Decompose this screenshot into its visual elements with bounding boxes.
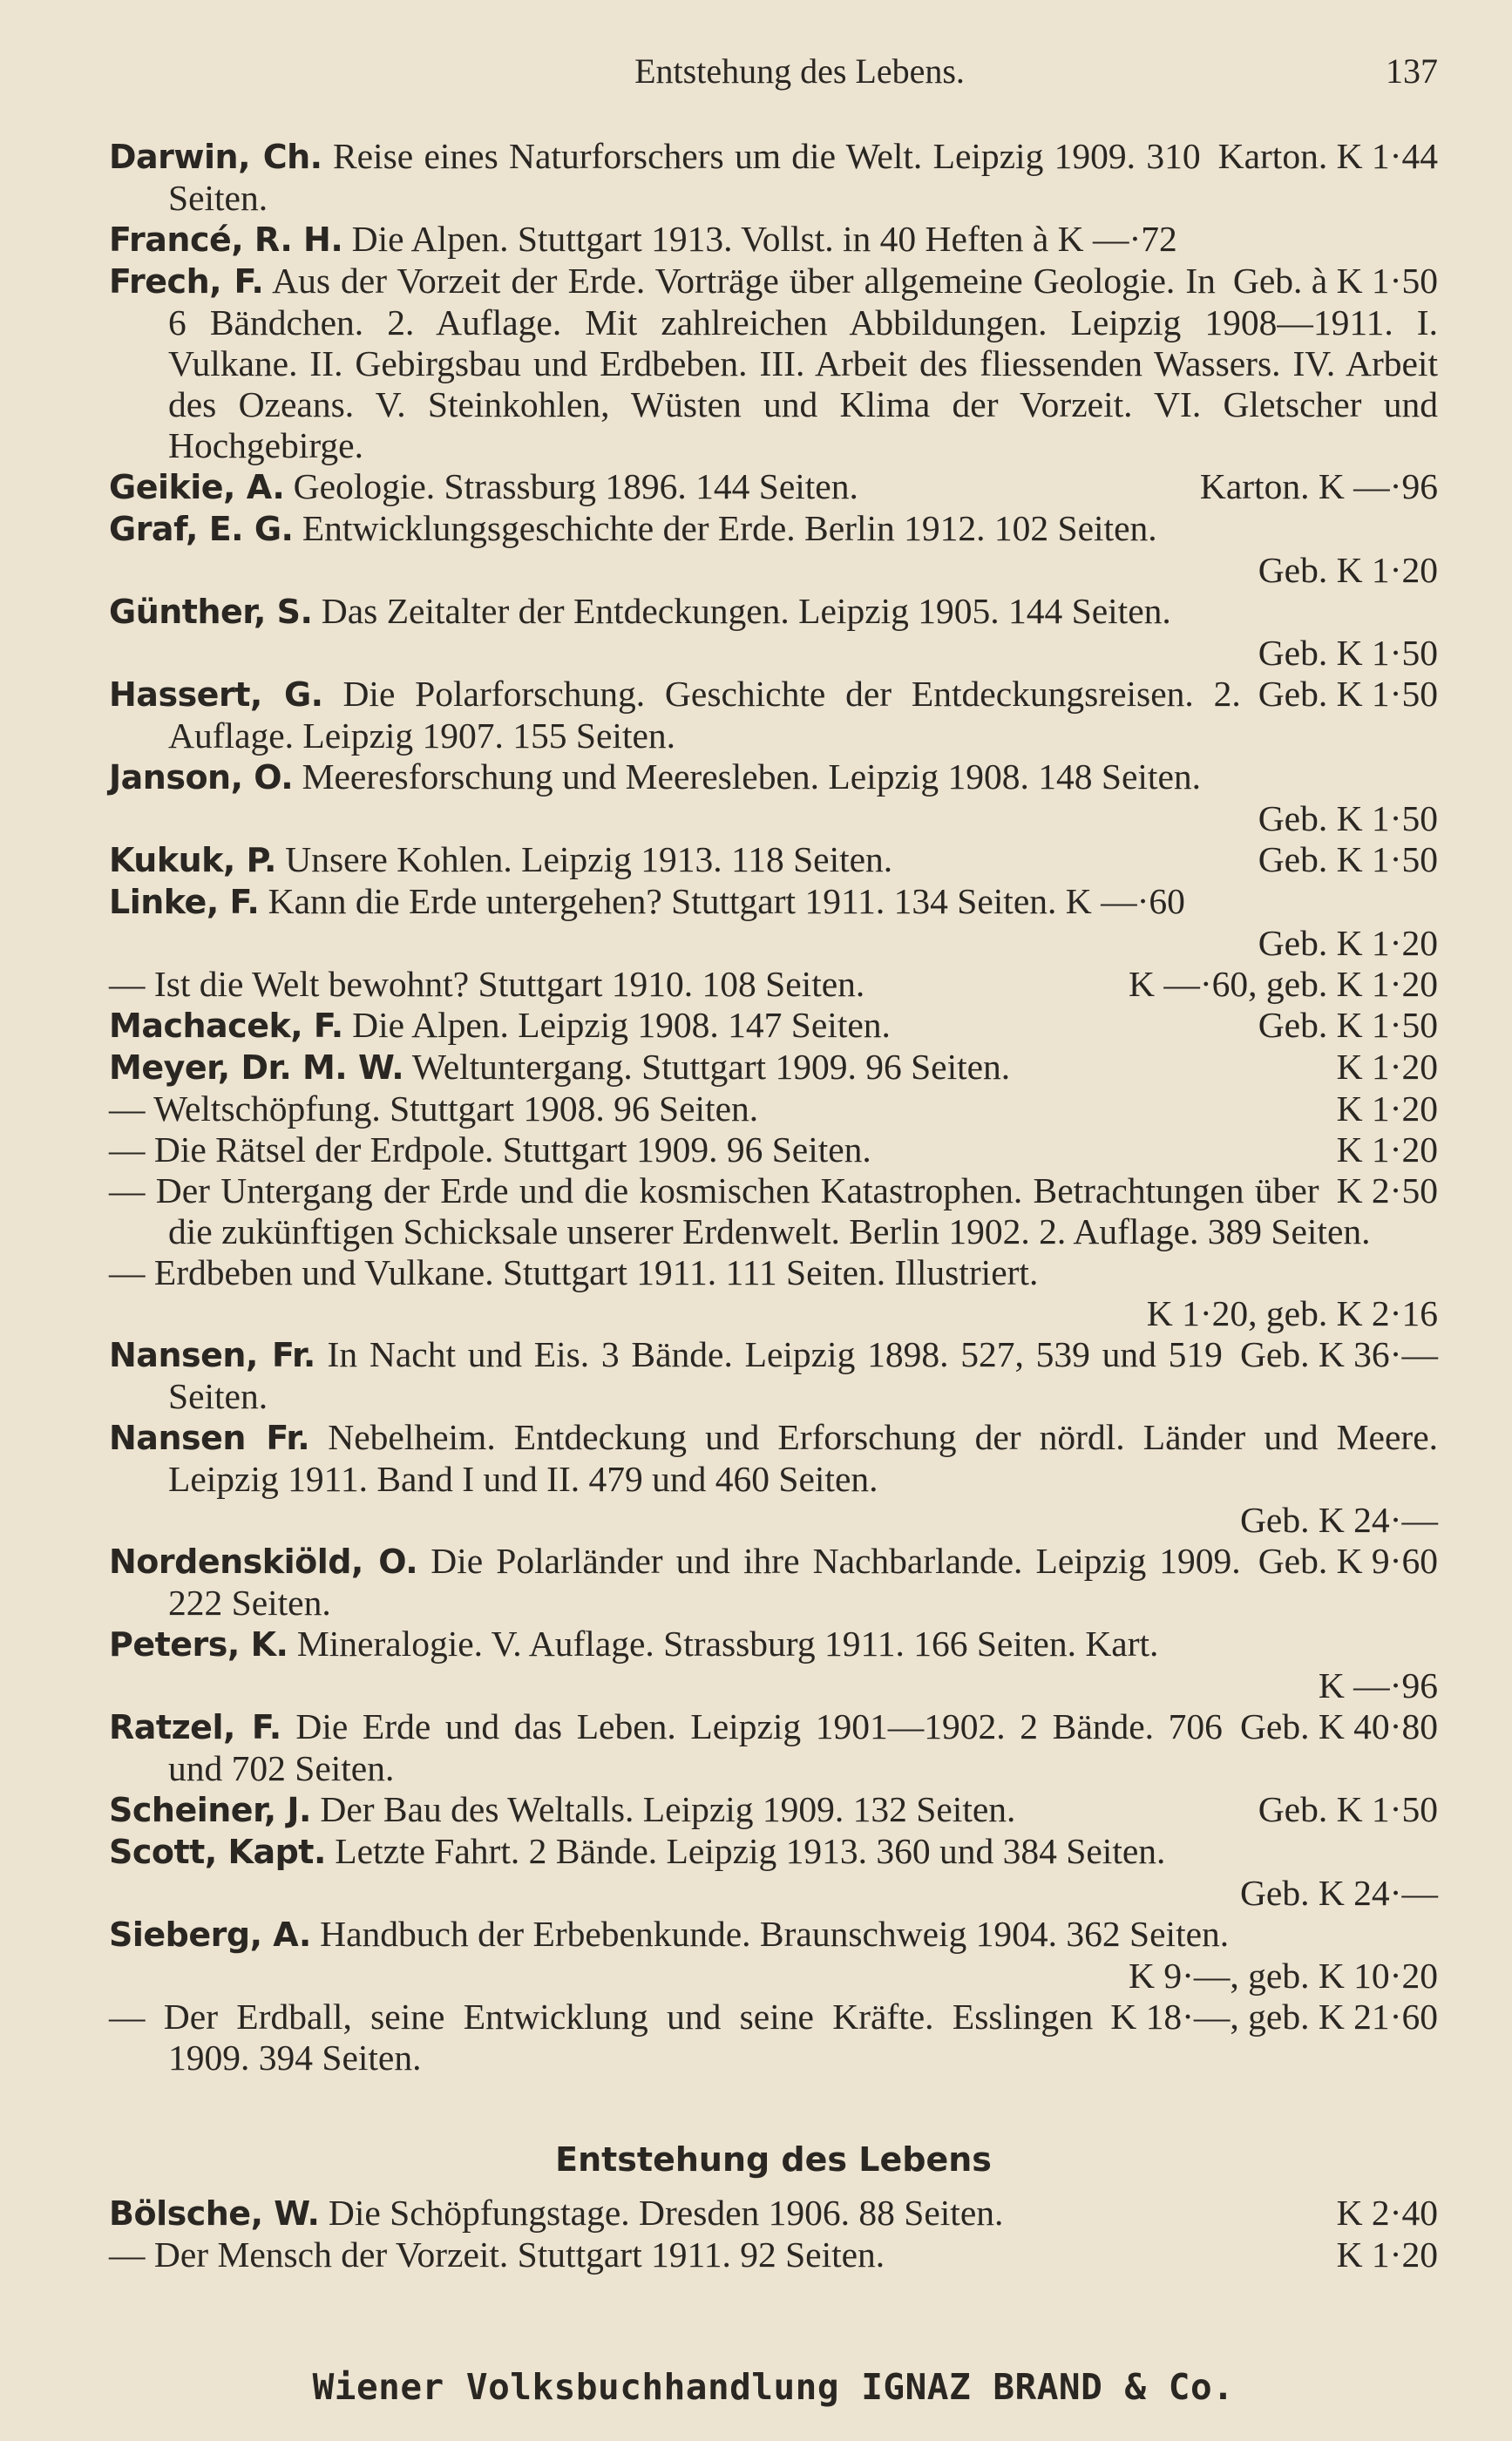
entry-author: Sieberg, A. xyxy=(109,1916,311,1954)
entry-price: Geb. K 1·20 xyxy=(1258,923,1438,963)
bibliography-entry xyxy=(109,964,1438,1005)
entry-price: Geb. K 1·50 xyxy=(1258,674,1438,714)
main-entries xyxy=(109,136,1438,2078)
section-entries xyxy=(109,2193,1438,2275)
entry-price: Geb. K 1·50 xyxy=(1258,839,1438,879)
bibliography-entry xyxy=(109,1831,1438,1914)
entry-author: Machacek, F. xyxy=(109,1007,343,1045)
entry-text: — Der Untergang der Erde und die kosmischen Katastrophen. Betrachtungen über die zukünftigen Schicksale unserer Erdenwelt. Berlin 1902. 2. Auflage. 389 Seiten. xyxy=(109,1170,1371,1251)
entry-text: Die Alpen. Stuttgart 1913. Vollst. in 40 Heften à K —·72 xyxy=(351,219,1177,259)
entry-text: — Erdbeben und Vulkane. Stuttgart 1911. 111 Seiten. Illustriert. xyxy=(109,1252,1039,1292)
entry-text: Geologie. Strassburg 1896. 144 Seiten. xyxy=(293,466,858,506)
bibliography-entry xyxy=(109,1005,1438,1047)
bibliography-entry xyxy=(109,2234,1438,2275)
entry-text: Die Erde und das Leben. Leipzig 1901—1902. 2 Bände. 706 und 702 Seiten. xyxy=(168,1706,1223,1788)
bibliography-entry xyxy=(109,1129,1438,1170)
entry-author: Nordenskiöld, O. xyxy=(109,1543,418,1581)
entry-price: K 2·40 xyxy=(1336,2193,1438,2233)
entry-text: Handbuch der Erbebenkunde. Braunschweig 1904. 362 Seiten. xyxy=(320,1914,1230,1954)
entry-price: K 2·50 xyxy=(1336,1170,1438,1210)
bibliography-entry xyxy=(109,1541,1438,1624)
entry-price: Karton. K —·96 xyxy=(1199,466,1438,506)
entry-author: Hassert, G. xyxy=(109,675,323,714)
page-number: 137 xyxy=(1386,51,1438,91)
bibliography-entry xyxy=(109,466,1438,508)
entry-text: — Die Rätsel der Erdpole. Stuttgart 1909. 96 Seiten. xyxy=(109,1129,871,1170)
bibliography-entry xyxy=(109,674,1438,756)
entry-text: Reise eines Naturforschers um die Welt. Leipzig 1909. 310 Seiten. xyxy=(168,136,1201,218)
entry-text: Aus der Vorzeit der Erde. Vorträge über allgemeine Geologie. In 6 Bändchen. 2. Auflage. Mit zahlreichen Abbildungen. Leipzig 1908—1911. I. Vulkane. II. Gebirgsbau und Erdbeben. III. Arbeit des fliessenden Wassers. IV. Arbeit des Ozeans. V. Steinkohlen, Wüsten und Klima der Vorzeit. VI. Gletscher und Hochgebirge. xyxy=(168,261,1438,465)
entry-author: Janson, O. xyxy=(109,758,294,797)
bibliography-entry xyxy=(109,1914,1438,1997)
entry-author: Ratzel, F. xyxy=(109,1708,281,1746)
bibliography-entry xyxy=(109,839,1438,881)
entry-text: — Weltschöpfung. Stuttgart 1908. 96 Seiten. xyxy=(109,1088,759,1129)
entry-price: Geb. K 24·— xyxy=(1239,1500,1438,1540)
entry-price: Geb. K 40·80 xyxy=(1239,1706,1438,1746)
bibliography-entry xyxy=(109,591,1438,674)
bibliography-entry xyxy=(109,508,1438,591)
running-head xyxy=(109,51,1438,92)
entry-author: Peters, K. xyxy=(109,1625,288,1664)
entry-author: Scott, Kapt. xyxy=(109,1833,326,1871)
entry-author: Meyer, Dr. M. W. xyxy=(109,1048,404,1087)
bibliography-entry xyxy=(109,1789,1438,1831)
bibliography-entry xyxy=(109,1997,1438,2078)
entry-text: Meeresforschung und Meeresleben. Leipzig 1908. 148 Seiten. xyxy=(302,756,1202,797)
entry-price: Geb. K 1·50 xyxy=(1258,1789,1438,1829)
bibliography-entry xyxy=(109,1047,1438,1088)
bibliography-entry xyxy=(109,219,1438,261)
entry-price: Geb. K 9·60 xyxy=(1258,1541,1438,1581)
entry-author: Geikie, A. xyxy=(109,468,285,506)
entry-text: In Nacht und Eis. 3 Bände. Leipzig 1898. 527, 539 und 519 Seiten. xyxy=(168,1334,1223,1416)
entry-text: Die Alpen. Leipzig 1908. 147 Seiten. xyxy=(352,1005,891,1045)
running-head-title: Entstehung des Lebens. xyxy=(634,51,965,91)
entry-text: Unsere Kohlen. Leipzig 1913. 118 Seiten. xyxy=(285,839,893,879)
entry-price: K 1·20 xyxy=(1336,2234,1438,2275)
entry-author: Linke, F. xyxy=(109,883,260,921)
entry-text: — Der Mensch der Vorzeit. Stuttgart 1911. 92 Seiten. xyxy=(109,2234,885,2275)
entry-text: Weltuntergang. Stuttgart 1909. 96 Seiten. xyxy=(411,1047,1011,1087)
entry-price: Geb. K 1·50 xyxy=(1258,633,1438,673)
entry-price: K —·60, geb. K 1·20 xyxy=(1129,964,1438,1004)
entry-price: Geb. à K 1·50 xyxy=(1232,261,1438,301)
entry-text: Nebelheim. Entdeckung und Erforschung der nördl. Länder und Meere. Leipzig 1911. Band I und II. 479 und 460 Seiten. xyxy=(168,1417,1438,1499)
entry-text: Die Polarforschung. Geschichte der Entdeckungsreisen. 2. Auflage. Leipzig 1907. 155 Seiten. xyxy=(168,674,1241,756)
entry-author: Bölsche, W. xyxy=(109,2194,320,2233)
entry-price: Geb. K 24·— xyxy=(1239,1873,1438,1913)
entry-author: Frech, F. xyxy=(109,262,264,301)
entry-author: Nansen, Fr. xyxy=(109,1336,315,1374)
entry-text: Letzte Fahrt. 2 Bände. Leipzig 1913. 360 und 384 Seiten. xyxy=(335,1831,1166,1871)
section-heading: Entstehung des Lebens xyxy=(555,2140,992,2179)
entry-price: K 9·—, geb. K 10·20 xyxy=(1129,1956,1438,1996)
bibliography-entry xyxy=(109,1252,1438,1334)
bibliography-entry xyxy=(109,1170,1438,1252)
entry-price: Geb. K 1·50 xyxy=(1258,1005,1438,1045)
entry-author: Kukuk, P. xyxy=(109,841,276,879)
entry-price: Karton. K 1·44 xyxy=(1217,136,1438,176)
bibliography-entry xyxy=(109,261,1438,466)
bibliography-entry xyxy=(109,1417,1438,1541)
entry-price: Geb. K 36·— xyxy=(1239,1334,1438,1374)
bibliography-entry xyxy=(109,881,1438,964)
bibliography-entry xyxy=(109,1706,1438,1789)
entry-author: Graf, E. G. xyxy=(109,510,294,548)
entry-price: K 1·20 xyxy=(1336,1047,1438,1087)
publisher-footer: Wiener Volksbuchhandlung IGNAZ BRAND & Co. xyxy=(312,2366,1235,2408)
bibliography-entry xyxy=(109,1088,1438,1129)
entry-text: Das Zeitalter der Entdeckungen. Leipzig 1905. 144 Seiten. xyxy=(321,591,1171,631)
entry-author: Francé, R. H. xyxy=(109,220,343,259)
entry-price: Geb. K 1·20 xyxy=(1258,550,1438,590)
entry-price: K 1·20 xyxy=(1336,1088,1438,1129)
entry-price: Geb. K 1·50 xyxy=(1258,798,1438,838)
entry-text: Der Bau des Weltalls. Leipzig 1909. 132 Seiten. xyxy=(320,1789,1016,1829)
entry-price: K 1·20, geb. K 2·16 xyxy=(1146,1293,1438,1333)
entry-text: Kann die Erde untergehen? Stuttgart 1911. 134 Seiten. K —·60 xyxy=(268,881,1185,921)
entry-author: Nansen Fr. xyxy=(109,1419,310,1457)
entry-price: K 1·20 xyxy=(1336,1129,1438,1170)
bibliography-entry xyxy=(109,1334,1438,1417)
bibliography-entry xyxy=(109,756,1438,839)
entry-price: K —·96 xyxy=(1318,1665,1438,1705)
bibliography-entry xyxy=(109,2193,1438,2234)
entry-text: — Ist die Welt bewohnt? Stuttgart 1910. 108 Seiten. xyxy=(109,964,865,1004)
entry-text: Mineralogie. V. Auflage. Strassburg 1911. 166 Seiten. Kart. xyxy=(296,1624,1159,1664)
bibliography-entry xyxy=(109,136,1438,219)
entry-text: Die Polarländer und ihre Nachbarlande. Leipzig 1909. 222 Seiten. xyxy=(168,1541,1241,1623)
bibliography-list xyxy=(109,136,1438,2275)
entry-author: Darwin, Ch. xyxy=(109,138,322,176)
entry-price: K 18·—, geb. K 21·60 xyxy=(1110,1997,1438,2037)
entry-text: Entwicklungsgeschichte der Erde. Berlin 1912. 102 Seiten. xyxy=(302,508,1157,548)
entry-text: Die Schöpfungstage. Dresden 1906. 88 Seiten. xyxy=(328,2193,1004,2233)
entry-author: Günther, S. xyxy=(109,593,313,631)
entry-author: Scheiner, J. xyxy=(109,1791,311,1829)
bibliography-entry xyxy=(109,1624,1438,1706)
entry-text: — Der Erdball, seine Entwicklung und seine Kräfte. Esslingen 1909. 394 Seiten. xyxy=(109,1997,1094,2078)
